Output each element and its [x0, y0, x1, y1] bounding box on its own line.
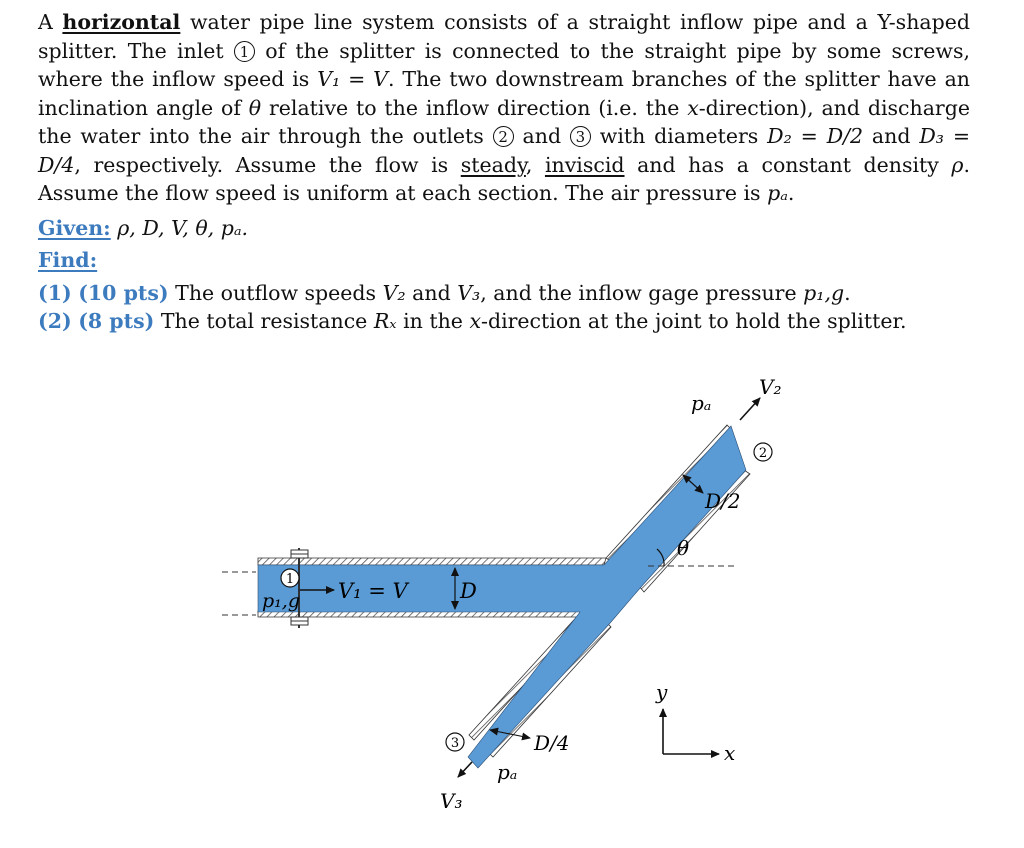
text-run: , and the inflow gage pressure — [480, 280, 804, 305]
d-label: D — [460, 579, 477, 603]
question-number: (2) — [38, 309, 72, 333]
d2-label: D/2 — [705, 489, 741, 513]
text-run: The total resistance — [154, 309, 374, 333]
coordinate-axes — [655, 680, 735, 765]
question-number: (1) — [38, 280, 72, 305]
text-run: and — [513, 124, 570, 148]
question-points: (8 pts) — [78, 309, 155, 333]
pa-symbol: pₐ — [767, 181, 788, 205]
math-v2: V₂ — [382, 280, 406, 305]
problem-paragraph — [38, 8, 970, 208]
given-label: Given: — [38, 215, 111, 240]
d2-equation: D₂ = D/2 — [767, 124, 864, 148]
keyword-steady: steady — [460, 152, 526, 177]
text-run: and — [863, 124, 920, 148]
v2-arrow — [740, 398, 760, 420]
math-p1g: p₁,g — [803, 280, 845, 305]
v3-label: V₃ — [440, 789, 463, 813]
text-run: in the — [396, 309, 470, 333]
question-2 — [38, 307, 970, 336]
question-1 — [38, 279, 970, 308]
text-run: . Assume the flow speed is uniform at each section. The air pressure is — [38, 152, 970, 205]
x-variable: x — [687, 95, 699, 120]
outlet2-number-badge: 2 — [493, 126, 514, 147]
given-line — [38, 214, 970, 243]
theta-label: θ — [677, 536, 690, 560]
outlet3-number-label: 3 — [450, 736, 460, 751]
math-rx: Rₓ — [373, 309, 397, 333]
text-run: -direction at the joint to hold the splitter. — [481, 309, 907, 333]
text-run: , respectively. Assume the flow is — [74, 152, 461, 177]
find-line — [38, 246, 970, 275]
p1g-label: p₁,g — [262, 590, 300, 612]
pa-top-label: pₐ — [691, 391, 712, 415]
x-axis-label: x — [724, 741, 736, 765]
text-run: and has a constant density — [624, 152, 952, 177]
question-points: (10 pts) — [78, 280, 169, 305]
math-v3: V₃ — [457, 280, 481, 305]
y-axis-label: y — [656, 680, 668, 704]
pa-bottom-label: pₐ — [497, 760, 518, 784]
pipe-splitter-diagram — [0, 360, 1024, 840]
find-label: Find: — [38, 248, 98, 272]
inlet-number-label: 1 — [285, 572, 295, 587]
text-run: of the splitter is connected to the straight pipe by some screws, where the inflow speed is — [38, 38, 970, 91]
rho-symbol: ρ — [951, 152, 964, 177]
text-run: . — [787, 181, 795, 205]
text-run: A — [38, 10, 63, 34]
outlet2-number-label: 2 — [758, 446, 768, 461]
v3-arrow — [458, 762, 472, 777]
text-run: . — [844, 280, 851, 305]
text-run: water pipe line system consists of a straight inflow pipe and a Y-shaped splitter. The inlet — [38, 10, 971, 63]
text-run: The outflow speeds — [168, 280, 383, 305]
problem-statement — [38, 8, 970, 336]
text-run: and — [405, 280, 458, 305]
given-text: ρ, D, V, θ, pₐ. — [110, 215, 249, 240]
inlet-number-badge: 1 — [234, 41, 255, 62]
text-run: , — [525, 152, 545, 177]
keyword-inviscid: inviscid — [544, 152, 625, 177]
d3-label: D/4 — [534, 731, 570, 755]
water-fill — [258, 426, 746, 768]
keyword-horizontal: horizontal — [62, 10, 181, 34]
inflow-equation: V₁ = V — [317, 67, 388, 91]
wall-top — [258, 558, 606, 565]
text-run: relative to the inflow direction (i.e. the — [261, 95, 688, 120]
text-run: . The two downstream branches of the splitter have an inclination angle of — [38, 67, 970, 120]
text-run: -direction), and discharge the water into the air through the outlets — [38, 95, 970, 148]
outlet3-number-badge: 3 — [570, 126, 591, 147]
theta-symbol: θ — [248, 95, 262, 120]
text-run: with diameters — [590, 124, 768, 148]
v1-label: V₁ = V — [338, 579, 408, 603]
d3-equation: D₃ = D/4 — [38, 124, 971, 177]
v2-label: V₂ — [759, 375, 782, 399]
x-variable: x — [469, 309, 482, 333]
